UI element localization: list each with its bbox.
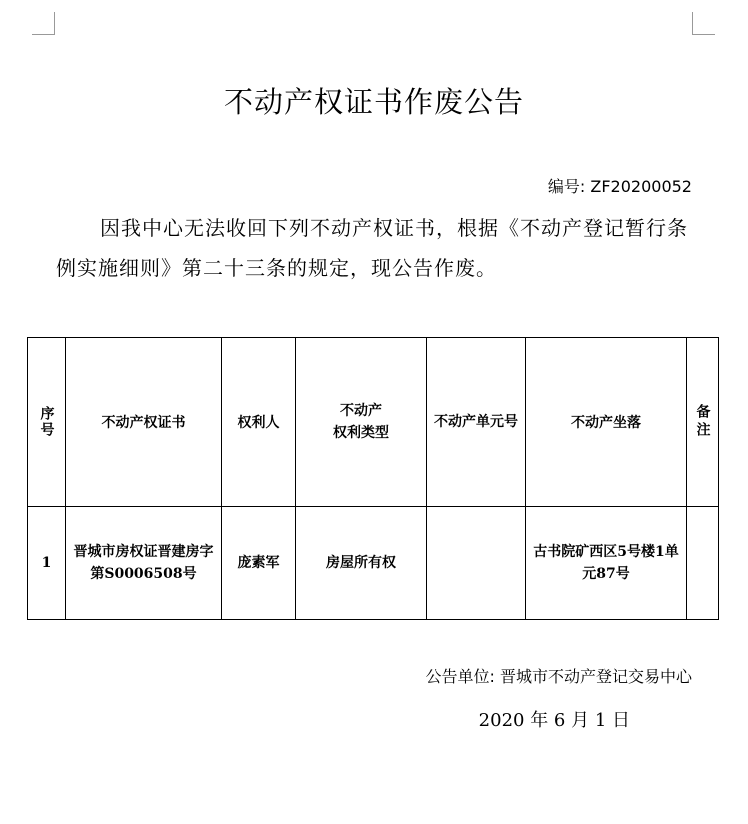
header-certificate: 不动产权证书 (66, 338, 222, 507)
header-remark: 备注 (687, 338, 719, 507)
notice-date: 2020 年 6 月 1 日 (478, 710, 630, 731)
cell-owner: 庞素军 (222, 507, 296, 620)
cell-remark (687, 507, 719, 620)
notice-title: 不动产权证书作废公告 (223, 85, 524, 119)
document-number: 编号: ZF20200052 (547, 177, 692, 196)
header-location: 不动产坐落 (526, 338, 687, 507)
issuing-unit: 公告单位: 晋城市不动产登记交易中心 (425, 667, 692, 686)
page-corner-mark-top-left (32, 12, 55, 35)
notice-body: 因我中心无法收回下列不动产权证书，根据《不动产登记暂行条例实施细则》第二十三条的规定，现公告作废。 (56, 216, 688, 280)
cell-certificate: 晋城市房权证晋建房字第S0006508号 (66, 507, 222, 620)
header-owner: 权利人 (222, 338, 296, 507)
table-header-row (28, 338, 719, 507)
page-corner-mark-top-right (692, 12, 715, 35)
header-unit-number: 不动产单元号 (427, 338, 526, 507)
header-right-type: 不动产 权利类型 (296, 338, 427, 507)
cell-right-type: 房屋所有权 (296, 507, 427, 620)
table-row (28, 507, 719, 620)
cell-index: 1 (28, 507, 66, 620)
header-index: 序号 (28, 338, 66, 507)
certificate-table (27, 337, 719, 620)
cell-location: 古书院矿西区5号楼1单元87号 (526, 507, 687, 620)
cell-unit-number (427, 507, 526, 620)
